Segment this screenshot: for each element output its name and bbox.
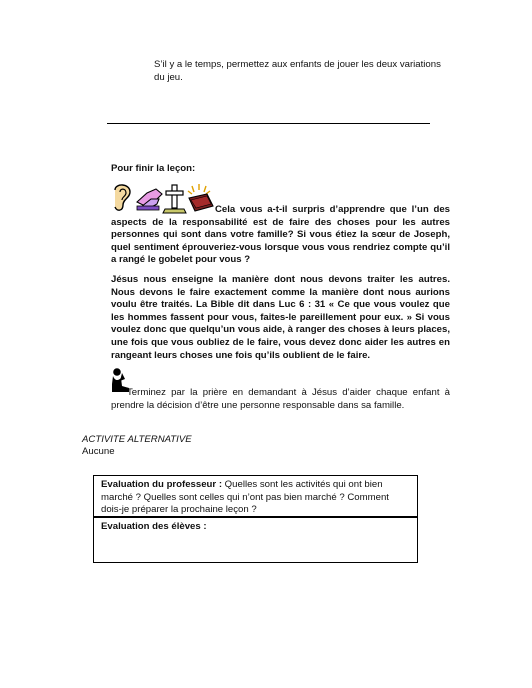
teacher-evaluation-label: Evaluation du professeur : [101, 479, 223, 490]
alternative-activity-title: ACTIVITE ALTERNATIVE [82, 434, 192, 445]
teacher-evaluation-box [93, 475, 418, 517]
closing-paragraph-1: Cela vous a-t-il surpris d’apprendre que l’un des aspects de la responsabilité est de faire des choses pour les autres personnes qui sont dans votre famille? Si vous étiez la sœur de Joseph, quel sentiment éprouveriez-vous lorsque vous vous rendriez compte qu’il a rangé le gobelet pour vous ? [111, 204, 450, 266]
student-evaluation-label: Evaluation des élèves : [101, 521, 207, 532]
closing-heading: Pour finir la leçon: [111, 163, 196, 174]
student-evaluation-box [93, 517, 418, 563]
closing-paragraph-2: Jésus nous enseigne la manière dont nous devons traiter les autres. Nous devons le faire exactement comme la manière dont nous aurions voulu être traités. La Bible dit dans Luc 6 : 31 « Ce que vous voulez que les hommes fassent pour vous, faites-le pareillement pour eux. » Si vous voulez donc que quelqu’un vous aide, à ranger des choses à leurs places, une fois que vous oubliez de le faire, vous devez donc aider les autres en rangeant leurs choses une fois qu’ils oublient de le faire. [111, 274, 450, 361]
time-note: S’il y a le temps, permettez aux enfants de jouer les deux variations du jeu. [154, 59, 441, 83]
teacher-evaluation-text: Quelles sont les activités qui ont bien marché ? Quelles sont celles qui n’ont pas bien marché ? Comment dois-je préparer la prochaine leçon ? [101, 479, 389, 516]
prayer-instruction: Terminez par la prière en demandant à Jésus d’aider chaque enfant à prendre la décision d’être une personne responsable dans sa famille. [111, 387, 450, 411]
alternative-activity-value: Aucune [82, 446, 115, 457]
section-divider [107, 123, 430, 124]
